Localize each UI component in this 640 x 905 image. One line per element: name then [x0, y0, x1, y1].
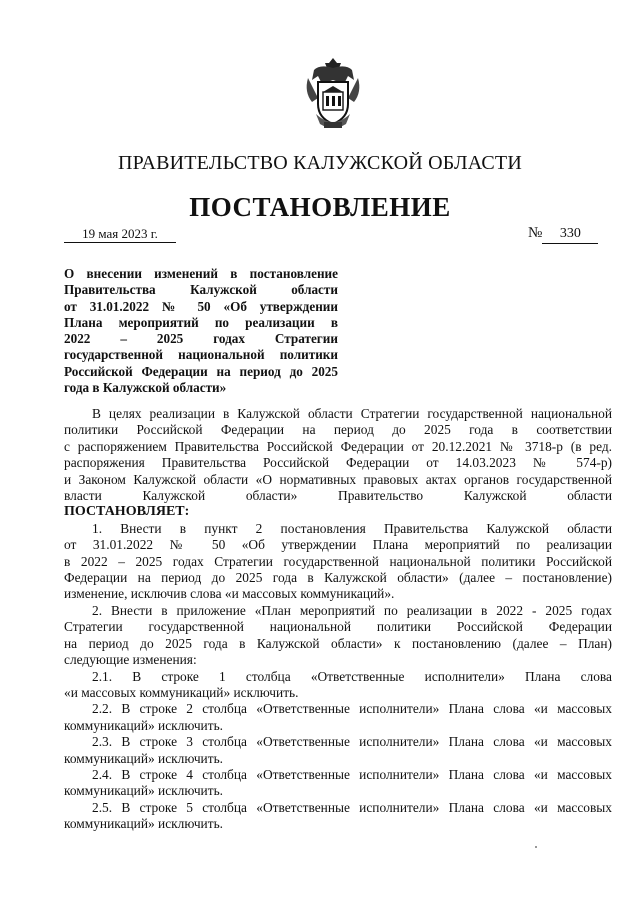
subitem-line: 2.5. В строке 5 столбца «Ответственные исполнители» Плана слова «и массовых	[92, 799, 612, 815]
document-type-title: ПОСТАНОВЛЕНИЕ	[189, 192, 451, 222]
decree-number: 330	[542, 225, 598, 244]
preamble-line: политики Российской Федерации на период до 2025 года в соответствии	[64, 422, 612, 438]
subitem-line: коммуникаций» исключить.	[64, 750, 224, 766]
decree-number-block	[528, 224, 598, 244]
item-2-line: следующие изменения:	[64, 652, 197, 668]
title-line: Правительства Калужской области	[64, 282, 338, 298]
subitem-2-5	[64, 800, 612, 833]
item-2-line: 2. Внести в приложение «План мероприятий по реализации в 2022 - 2025 годах	[92, 602, 612, 618]
subitem-line: коммуникаций» исключить.	[64, 717, 224, 733]
preamble-line: и Законом Калужской области «О нормативных правовых актах органов государственной	[64, 471, 612, 487]
subitem-line: «и массовых коммуникаций» исключить.	[64, 684, 299, 700]
coat-of-arms-emblem	[304, 56, 362, 130]
subitem-line: 2.3. В строке 3 столбца «Ответственные исполнители» Плана слова «и массовых	[92, 734, 612, 750]
item-1-line: от 31.01.2022 № 50 «Об утверждении Плана мероприятий по реализации	[64, 537, 612, 553]
preamble-line: распоряжения Правительства Российской Федерации от 14.03.2023 № 574-р)	[64, 455, 612, 471]
title-line: государственной национальной политики	[64, 347, 338, 363]
item-1-line: 1. Внести в пункт 2 постановления Правительства Калужской области	[92, 520, 612, 536]
item-1-line: изменение, исключив слова «и массовых коммуникаций».	[64, 586, 395, 602]
subitem-line: 2.1. В строке 1 столбца «Ответственные исполнители» Плана слова	[92, 668, 612, 684]
subitem-line: коммуникаций» исключить.	[64, 783, 224, 799]
preamble-line: с распоряжением Правительства Российской Федерации от 20.12.2021 № 3718-р (в ред.	[64, 438, 612, 454]
subitem-line: 2.2. В строке 2 столбца «Ответственные исполнители» Плана слова «и массовых	[92, 701, 612, 717]
preamble-line: власти Калужской области» Правительство Калужской области	[64, 488, 612, 504]
subitem-2-1	[64, 669, 612, 702]
subitem-2-3	[64, 734, 612, 767]
title-line: О внесении изменений в постановление	[64, 266, 338, 281]
preamble-line: В целях реализации в Калужской области Стратегии государственной национальной	[92, 406, 612, 421]
subitem-2-4	[64, 767, 612, 800]
title-line: года в Калужской области»	[64, 380, 227, 396]
scan-speck	[535, 846, 537, 848]
subitem-line: 2.4. В строке 4 столбца «Ответственные исполнители» Плана слова «и массовых	[92, 766, 612, 782]
resolves-heading: ПОСТАНОВЛЯЕТ:	[64, 504, 190, 520]
government-title: ПРАВИТЕЛЬСТВО КАЛУЖСКОЙ ОБЛАСТИ	[118, 152, 522, 174]
item-2-line: на период до 2025 года в Калужской области» к постановлению (далее – План)	[64, 635, 612, 651]
subitem-2-2	[64, 701, 612, 734]
decree-subject-title	[64, 266, 338, 396]
title-line: Плана мероприятий по реализации в	[64, 314, 338, 330]
decree-date: 19 мая 2023 г.	[64, 226, 176, 243]
preamble-paragraph	[64, 406, 612, 521]
title-line: 2022 – 2025 годах Стратегии	[64, 331, 338, 347]
number-sign: №	[528, 225, 543, 241]
document-body	[64, 406, 612, 833]
item-1-paragraph	[64, 521, 612, 603]
title-line: Российской Федерации на период до 2025	[64, 363, 338, 379]
title-line: от 31.01.2022 № 50 «Об утверждении	[64, 298, 338, 314]
item-2-paragraph	[64, 603, 612, 669]
item-1-line: Федерации на период до 2025 года в Калужской области» (далее – постановление)	[64, 570, 612, 586]
item-2-line: Стратегии государственной национальной политики Российской Федерации	[64, 619, 612, 635]
item-1-line: в 2022 – 2025 годах Стратегии государственной национальной политики Российской	[64, 553, 612, 569]
subitem-line: коммуникаций» исключить.	[64, 816, 224, 832]
